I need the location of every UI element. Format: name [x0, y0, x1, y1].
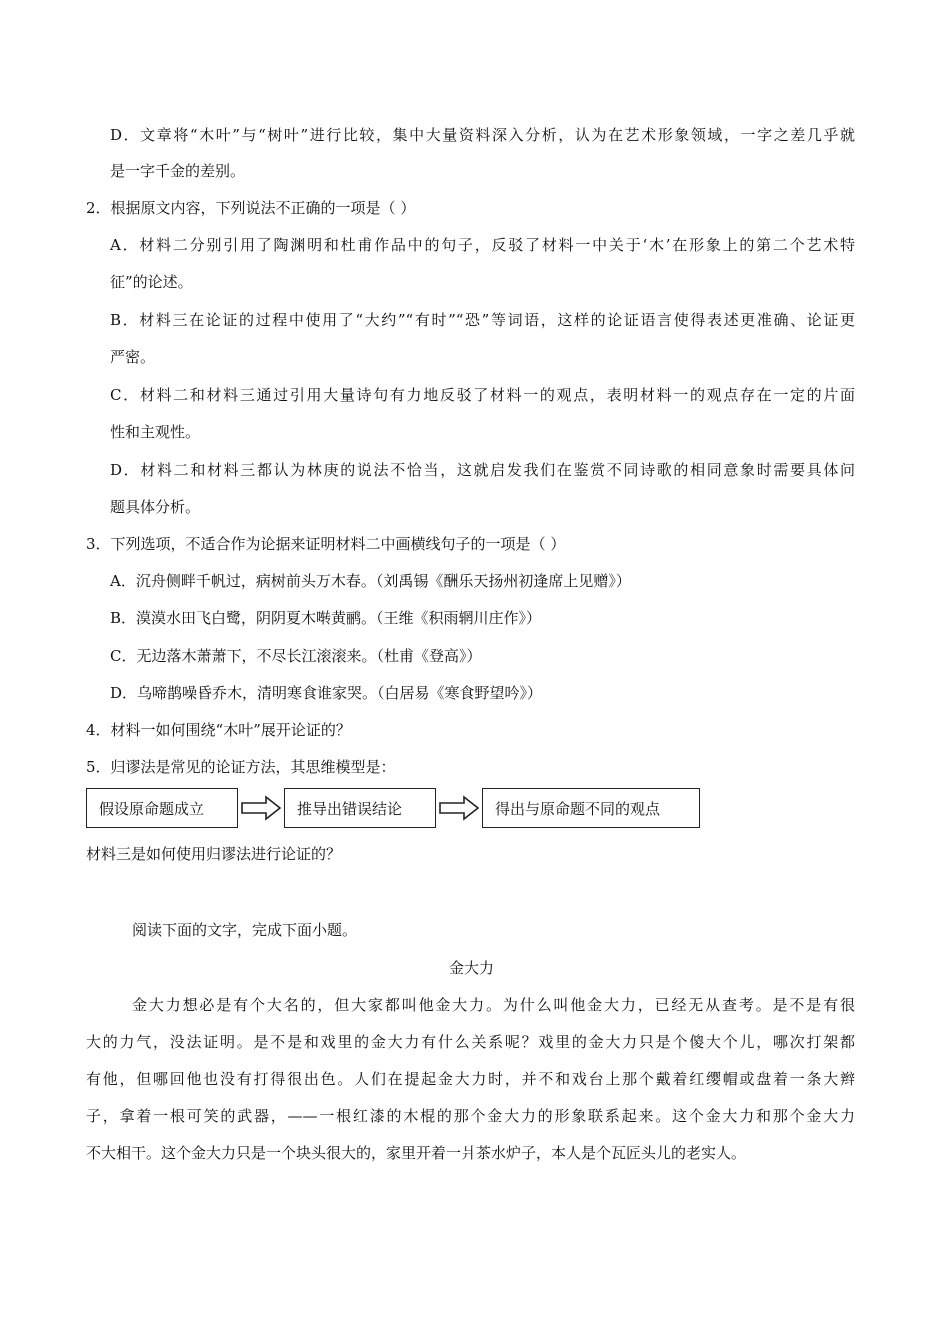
q2-stem: 2．根据原文内容，下列说法不正确的一项是（ ） — [86, 199, 416, 217]
q1-option-d-line1: D．文章将“木叶”与“树叶”进行比较，集中大量资料深入分析，认为在艺术形象领域，一字之差几乎就 — [110, 126, 855, 144]
q5-stem: 5．归谬法是常见的论证方法，其思维模型是： — [86, 758, 396, 776]
right-arrow-icon — [240, 795, 282, 821]
q3-option-b: B．漠漠水田飞白鹭，阴阴夏木啭黄鹂。（王维《积雨辋川庄作》） — [110, 609, 542, 627]
right-arrow-icon — [438, 795, 480, 821]
passage-line: 金大力想必是有个大名的，但大家都叫他金大力。为什么叫他金大力，已经无从查考。是不是有很 — [132, 996, 855, 1014]
q2-option-d-line1: D．材料二和材料三都认为林庚的说法不恰当，这就启发我们在鉴赏不同诗歌的相同意象时需要具体问 — [110, 461, 855, 479]
q2-option-c-line2: 性和主观性。 — [110, 423, 201, 441]
flow-step-3: 得出与原命题不同的观点 — [482, 788, 700, 828]
q3-stem: 3．下列选项，不适合作为论据来证明材料二中画横线句子的一项是（ ） — [86, 535, 566, 553]
reductio-flow-diagram — [86, 788, 700, 828]
q3-option-d: D．乌啼鹊噪昏乔木，清明寒食谁家哭。（白居易《寒食野望吟》） — [110, 684, 543, 702]
q2-option-a-line1: A．材料二分别引用了陶渊明和杜甫作品中的句子，反驳了材料一中关于‘木’在形象上的第二个艺术特 — [110, 236, 855, 254]
q2-option-b-line2: 严密。 — [110, 348, 156, 366]
q2-option-a-line2: 征”的论述。 — [110, 273, 193, 291]
passage-title: 金大力 — [449, 959, 495, 977]
passage-line: 有他，但哪回他也没有打得很出色。人们在提起金大力时，并不和戏台上那个戴着红缨帽或盘着一条大辫 — [86, 1070, 855, 1088]
passage-line: 不大相干。这个金大力只是一个块头很大的，家里开着一爿茶水炉子，本人是个瓦匠头儿的老实人。 — [86, 1144, 747, 1162]
q2-option-b-line1: B．材料三在论证的过程中使用了“大约”“有时”“恐”等词语，这样的论证语言使得表述更准确、论证更 — [110, 311, 855, 329]
q5-followup: 材料三是如何使用归谬法进行论证的？ — [86, 845, 342, 863]
q1-option-d-line2: 是一字千金的差别。 — [110, 162, 246, 180]
q2-option-d-line2: 题具体分析。 — [110, 498, 201, 516]
q3-option-a: A．沉舟侧畔千帆过，病树前头万木春。（刘禹锡《酬乐天扬州初逢席上见赠》） — [110, 572, 631, 590]
q4-stem: 4．材料一如何围绕“木叶”展开论证的？ — [86, 721, 351, 739]
reading-instruction: 阅读下面的文字，完成下面小题。 — [132, 921, 358, 939]
q2-option-c-line1: C．材料二和材料三通过引用大量诗句有力地反驳了材料一的观点，表明材料一的观点存在一定的片面 — [110, 386, 855, 404]
flow-step-1: 假设原命题成立 — [86, 788, 238, 828]
q3-option-c: C．无边落木萧萧下，不尽长江滚滚来。（杜甫《登高》） — [110, 647, 482, 665]
passage-line: 大的力气，没法证明。是不是和戏里的金大力有什么关系呢？戏里的金大力只是个傻大个儿，哪次打架都 — [86, 1033, 855, 1051]
passage-line: 子，拿着一根可笑的武器，——一根红漆的木棍的那个金大力的形象联系起来。这个金大力和那个金大力 — [86, 1107, 855, 1125]
flow-step-2: 推导出错误结论 — [284, 788, 436, 828]
